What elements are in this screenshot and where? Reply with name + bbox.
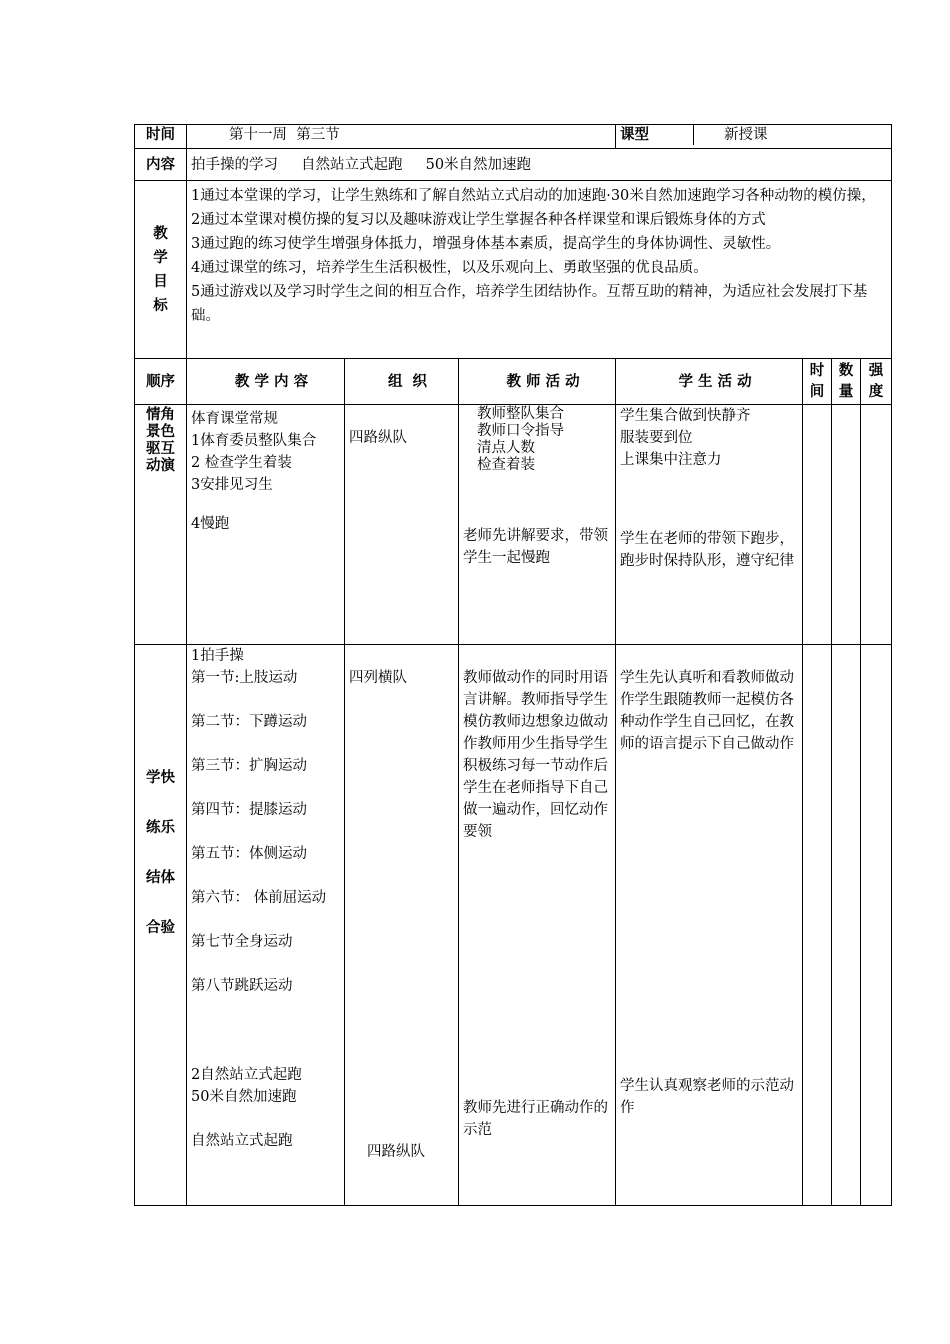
stage-label: 学快 练乐 结体 合验 — [135, 645, 187, 1206]
practice-student: 学生先认真听和看教师做动作学生跟随教师一起模仿各种动作学生自己回忆，在教师的语言提示下自己做动作 学生认真观察老师的示范动作 — [616, 645, 803, 1206]
warmup-teacher: 教师整队集合 教师口令指导 清点人数 检查着装 老师先讲解要求，带领学生一起慢跑 — [459, 405, 616, 645]
practice-count — [832, 645, 861, 1206]
objectives-list — [187, 181, 892, 359]
practice-time — [803, 645, 832, 1206]
col-intensity: 强 度 — [861, 359, 892, 405]
practice-org: 四列横队 四路纵队 — [345, 645, 459, 1206]
warmup-student: 学生集合做到快静齐 服装要到位 上课集中注意力 学生在老师的带领下跑步，跑步时保持队形，遵守纪律 — [616, 405, 803, 645]
practice-content: 1拍手操 第一节:上肢运动 第二节：下蹲运动 第三节：扩胸运动 第四节：提膝运动 第五节：体侧运动 第六节： 体前屈运动 第七节全身运动 第八节跳跃运动 2自然站立式起跑 50米自然加速跑 自然站立式起跑 — [187, 645, 345, 1206]
objective-item: 2通过本堂课对模仿操的复习以及趣味游戏让学生掌握各种各样课堂和课后锻炼身体的方式 — [191, 212, 766, 228]
time-row — [135, 125, 892, 149]
col-teacher: 教 师 活 动 — [459, 359, 616, 405]
objective-item: 5通过游戏以及学习时学生之间的相互合作，培养学生团结协作。互帮互助的精神，为适应社会发展打下基础。 — [191, 284, 868, 324]
col-order: 顺序 — [135, 359, 187, 405]
content-value: 拍手操的学习 自然站立式起跑 50米自然加速跑 — [187, 149, 892, 181]
warmup-time — [803, 405, 832, 645]
warmup-content: 体育课堂常规 1体育委员整队集合 2 检查学生着装 3安排见习生 4慢跑 — [187, 405, 345, 645]
col-org: 组 织 — [345, 359, 459, 405]
warmup-count — [832, 405, 861, 645]
section-practice-row — [135, 645, 892, 1206]
col-time: 时 间 — [803, 359, 832, 405]
content-label: 内容 — [135, 149, 187, 181]
col-count: 数 量 — [832, 359, 861, 405]
content-row — [135, 149, 892, 181]
objective-item: 4通过课堂的练习，培养学生生活积极性，以及乐观向上、勇敢坚强的优良品质。 — [191, 260, 708, 276]
column-header-row — [135, 359, 892, 405]
time-label: 时间 — [135, 125, 187, 149]
type-value: 新授课 — [724, 127, 768, 143]
stage-label: 情角 景色 驱互 动演 — [135, 405, 187, 645]
lesson-plan-table — [134, 124, 892, 1206]
col-student: 学 生 活 动 — [616, 359, 803, 405]
warmup-org: 四路纵队 — [345, 405, 459, 645]
warmup-intensity — [861, 405, 892, 645]
time-value: 第十一周 第三节 — [187, 125, 616, 149]
objective-item: 1通过本堂课的学习，让学生熟练和了解自然站立式启动的加速跑·30米自然加速跑学习各种动物的模仿操， — [191, 188, 876, 204]
objectives-row — [135, 181, 892, 359]
practice-intensity — [861, 645, 892, 1206]
section-warmup-row — [135, 405, 892, 645]
practice-teacher: 教师做动作的同时用语言讲解。教师指导学生模仿教师边想象边做动作教师用少生指导学生积极练习每一节动作后学生在老师指导下自己做一遍动作，回忆动作要领 教师先进行正确动作的示范 — [459, 645, 616, 1206]
type-label: 课型 — [616, 125, 694, 145]
type-cell — [616, 125, 892, 149]
col-content: 教 学 内 容 — [187, 359, 345, 405]
objective-item: 3通过跑的练习使学生增强身体抵力，增强身体基本素质，提高学生的身体协调性、灵敏性。 — [191, 236, 781, 252]
objectives-label: 教 学 目 标 — [135, 181, 187, 359]
